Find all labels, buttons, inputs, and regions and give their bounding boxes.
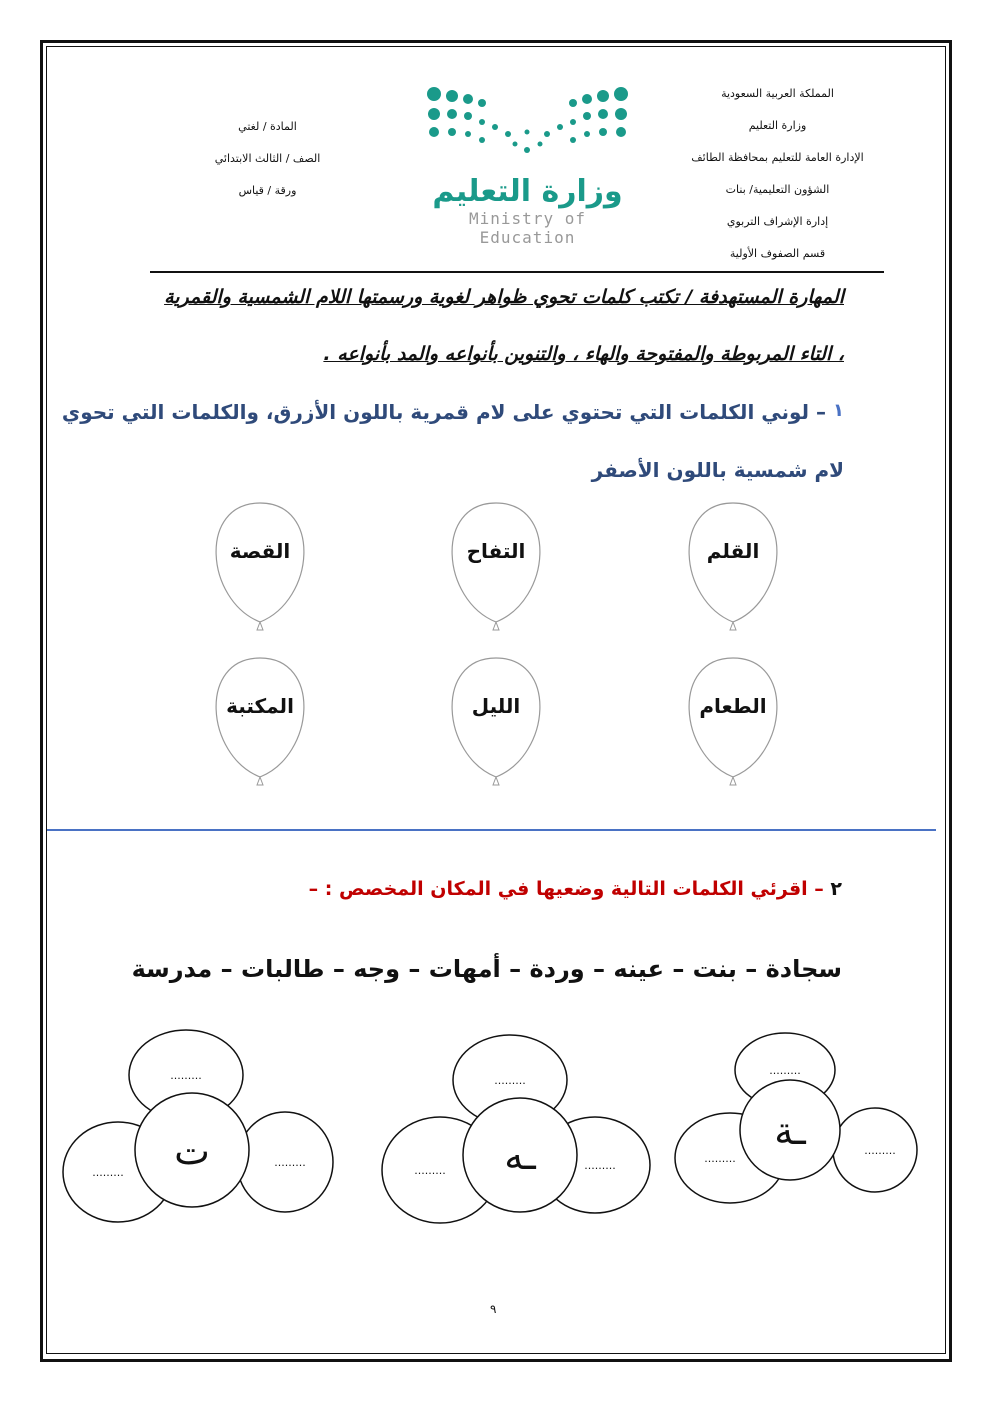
logo-english-text: Ministry of Education: [469, 209, 586, 247]
balloon[interactable]: [452, 658, 540, 785]
header-line: المملكة العربية السعودية: [721, 87, 834, 100]
answer-blank: .........: [584, 1159, 616, 1172]
answer-blank: .........: [769, 1064, 801, 1077]
header-line: وزارة التعليم: [748, 119, 807, 132]
answer-blank: .........: [92, 1166, 124, 1179]
grade-label: الصف / الثالث الابتدائي: [214, 152, 321, 165]
header-divider: [150, 271, 884, 273]
balloon[interactable]: [216, 503, 304, 630]
header-line: الشؤون التعليمية/ بنات: [725, 183, 830, 196]
balloon-knot-icon: [730, 777, 736, 785]
balloon-word: القلم: [706, 539, 760, 563]
answer-blank: .........: [704, 1152, 736, 1165]
center-letter: ت: [174, 1129, 210, 1173]
balloon-knot-icon: [257, 622, 263, 630]
balloon[interactable]: [216, 658, 304, 785]
balloon[interactable]: [452, 503, 540, 630]
letter-cluster: [63, 1030, 333, 1222]
balloon-word: المكتبة: [226, 694, 294, 718]
balloon-knot-icon: [493, 777, 499, 785]
clusters-area: [0, 1000, 992, 1240]
ministry-logo: [420, 82, 635, 247]
question-text: – لوني الكلمات التي تحتوي على لام قمرية باللون الأزرق، والكلمات التي تحوي: [61, 400, 827, 424]
answer-blank: .........: [170, 1069, 202, 1082]
center-letter: ـة: [774, 1109, 806, 1153]
balloon-knot-icon: [257, 777, 263, 785]
balloon[interactable]: [689, 658, 777, 785]
logo-dots-icon: [420, 82, 635, 157]
skill-line-2: ، التاء المربوطة والمفتوحة والهاء ، والتنوين بأنواعه والمد بأنواعه .: [323, 343, 844, 365]
question-number: ١: [833, 400, 844, 421]
balloon-word: الليل: [471, 694, 521, 718]
balloon-word: الطعام: [699, 694, 767, 718]
header-left: [200, 120, 335, 216]
word-list: سجادة – بنت – عينه – وردة – أمهات – وجه – طالبات – مدرسة: [131, 955, 842, 983]
question-1-line-2: لام شمسية باللون الأصفر: [591, 458, 844, 482]
letter-cluster: [675, 1033, 917, 1203]
header-line: إدارة الإشراف التربوي: [726, 215, 829, 228]
logo-arabic-text: وزارة التعليم: [432, 174, 623, 209]
answer-blank: .........: [864, 1144, 896, 1157]
question-2: [309, 878, 842, 900]
center-letter: ـه: [504, 1134, 536, 1178]
answer-blank: .........: [494, 1074, 526, 1087]
answer-blank: .........: [414, 1164, 446, 1177]
balloon-word: القصة: [229, 539, 291, 563]
subject-label: المادة / لغتي: [238, 120, 297, 133]
balloon-knot-icon: [730, 622, 736, 630]
header-line: الإدارة العامة للتعليم بمحافظة الطائف: [691, 151, 864, 164]
skill-line-1: المهارة المستهدفة / تكتب كلمات تحوي ظواهر لغوية ورسمتها اللام الشمسية والقمرية: [164, 286, 844, 308]
balloon[interactable]: [689, 503, 777, 630]
question-text: – اقرئي الكلمات التالية وضعيها في المكان المخصص : –: [308, 878, 824, 900]
answer-blank: .........: [274, 1156, 306, 1169]
balloon-word: التفاح: [466, 539, 526, 563]
letter-cluster: [382, 1035, 650, 1223]
question-1-line-1: [62, 400, 844, 424]
balloons-area: [0, 495, 992, 805]
sheet-label: ورقة / قياس: [238, 184, 297, 197]
balloon-knot-icon: [493, 622, 499, 630]
header-right: [690, 87, 865, 279]
header-line: قسم الصفوف الأولية: [729, 247, 826, 260]
section-divider: [47, 829, 936, 831]
question-number: ٢: [830, 878, 842, 900]
page-number: ٩: [490, 1302, 497, 1316]
